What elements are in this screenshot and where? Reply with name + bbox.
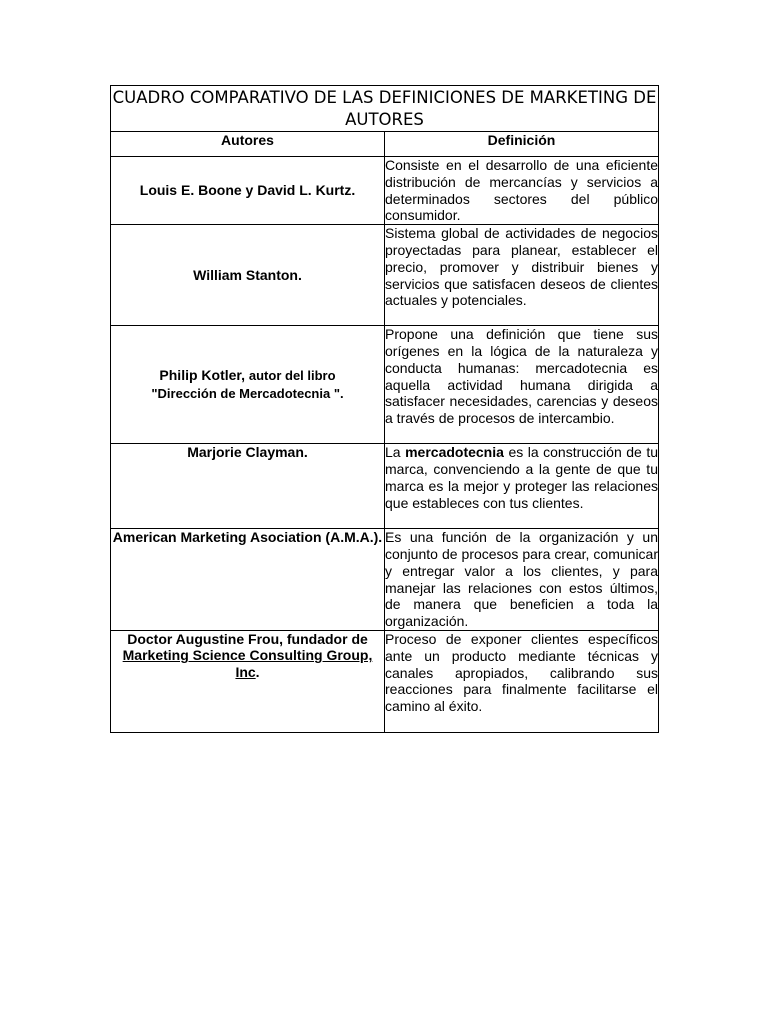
author-cell: American Marketing Asociation (A.M.A.).	[111, 529, 385, 631]
company-link[interactable]: Marketing Science Consulting Group, Inc	[122, 647, 373, 680]
book-title: "Dirección de Mercadotecnia ".	[151, 385, 344, 401]
definition-cell: Proceso de exponer clientes específicos ante un producto mediante técnicas y canales apropiados, calibrando sus reacciones para finalmente facilitarse el camino al éxito.	[385, 630, 659, 732]
title-row	[111, 86, 659, 132]
table-row	[111, 630, 659, 732]
author-cell: Marjorie Clayman.	[111, 444, 385, 529]
definition-cell: Sistema global de actividades de negocios proyectadas para planear, establecer el precio, promover y distribuir bienes y servicios que satisfacen deseos de clientes actuales y potenciales.	[385, 225, 659, 326]
table-row	[111, 529, 659, 631]
author-cell: Louis E. Boone y David L. Kurtz.	[111, 157, 385, 225]
header-definition: Definición	[385, 132, 659, 157]
table-row	[111, 157, 659, 225]
definition-text: es la construcción de tu marca, convenciendo a la gente de que tu marca es la mejor y proteger las relaciones que estableces con tus clientes.	[385, 444, 658, 511]
table-row	[111, 444, 659, 529]
comparison-table	[110, 85, 659, 733]
author-cell	[111, 630, 385, 732]
definition-cell: Propone una definición que tiene sus orígenes en la lógica de la naturaleza y conducta humanas: mercadotecnia es aquella actividad humana dirigida a satisfacer necesidades, carencias y deseos a través de procesos de intercambio.	[385, 326, 659, 444]
header-authors: Autores	[111, 132, 385, 157]
author-name: Philip Kotler,	[159, 367, 245, 384]
definition-cell: Es una función de la organización y un conjunto de procesos para crear, comunicar y entregar valor a los clientes, y para manejar las relaciones con estos últimos, de manera que beneficien a toda la organización.	[385, 529, 658, 630]
author-name: Doctor Augustine Frou, fundador de	[127, 630, 368, 647]
author-suffix: .	[255, 663, 260, 680]
author-cell: William Stanton.	[111, 225, 385, 326]
header-row	[111, 132, 659, 157]
definition-cell: Consiste en el desarrollo de una eficiente distribución de mercancías y servicios a determinados sectores del público consumidor.	[385, 157, 658, 224]
definition-keyword: mercadotecnia	[405, 444, 504, 461]
table-row	[111, 225, 659, 326]
table-row	[111, 326, 659, 444]
author-cell	[111, 326, 385, 444]
author-note: autor del libro	[248, 368, 336, 384]
definition-cell	[385, 444, 659, 529]
definition-prefix: La	[385, 444, 401, 461]
table-title: CUADRO COMPARATIVO DE LAS DEFINICIONES DE MARKETING DE AUTORES	[111, 86, 659, 132]
